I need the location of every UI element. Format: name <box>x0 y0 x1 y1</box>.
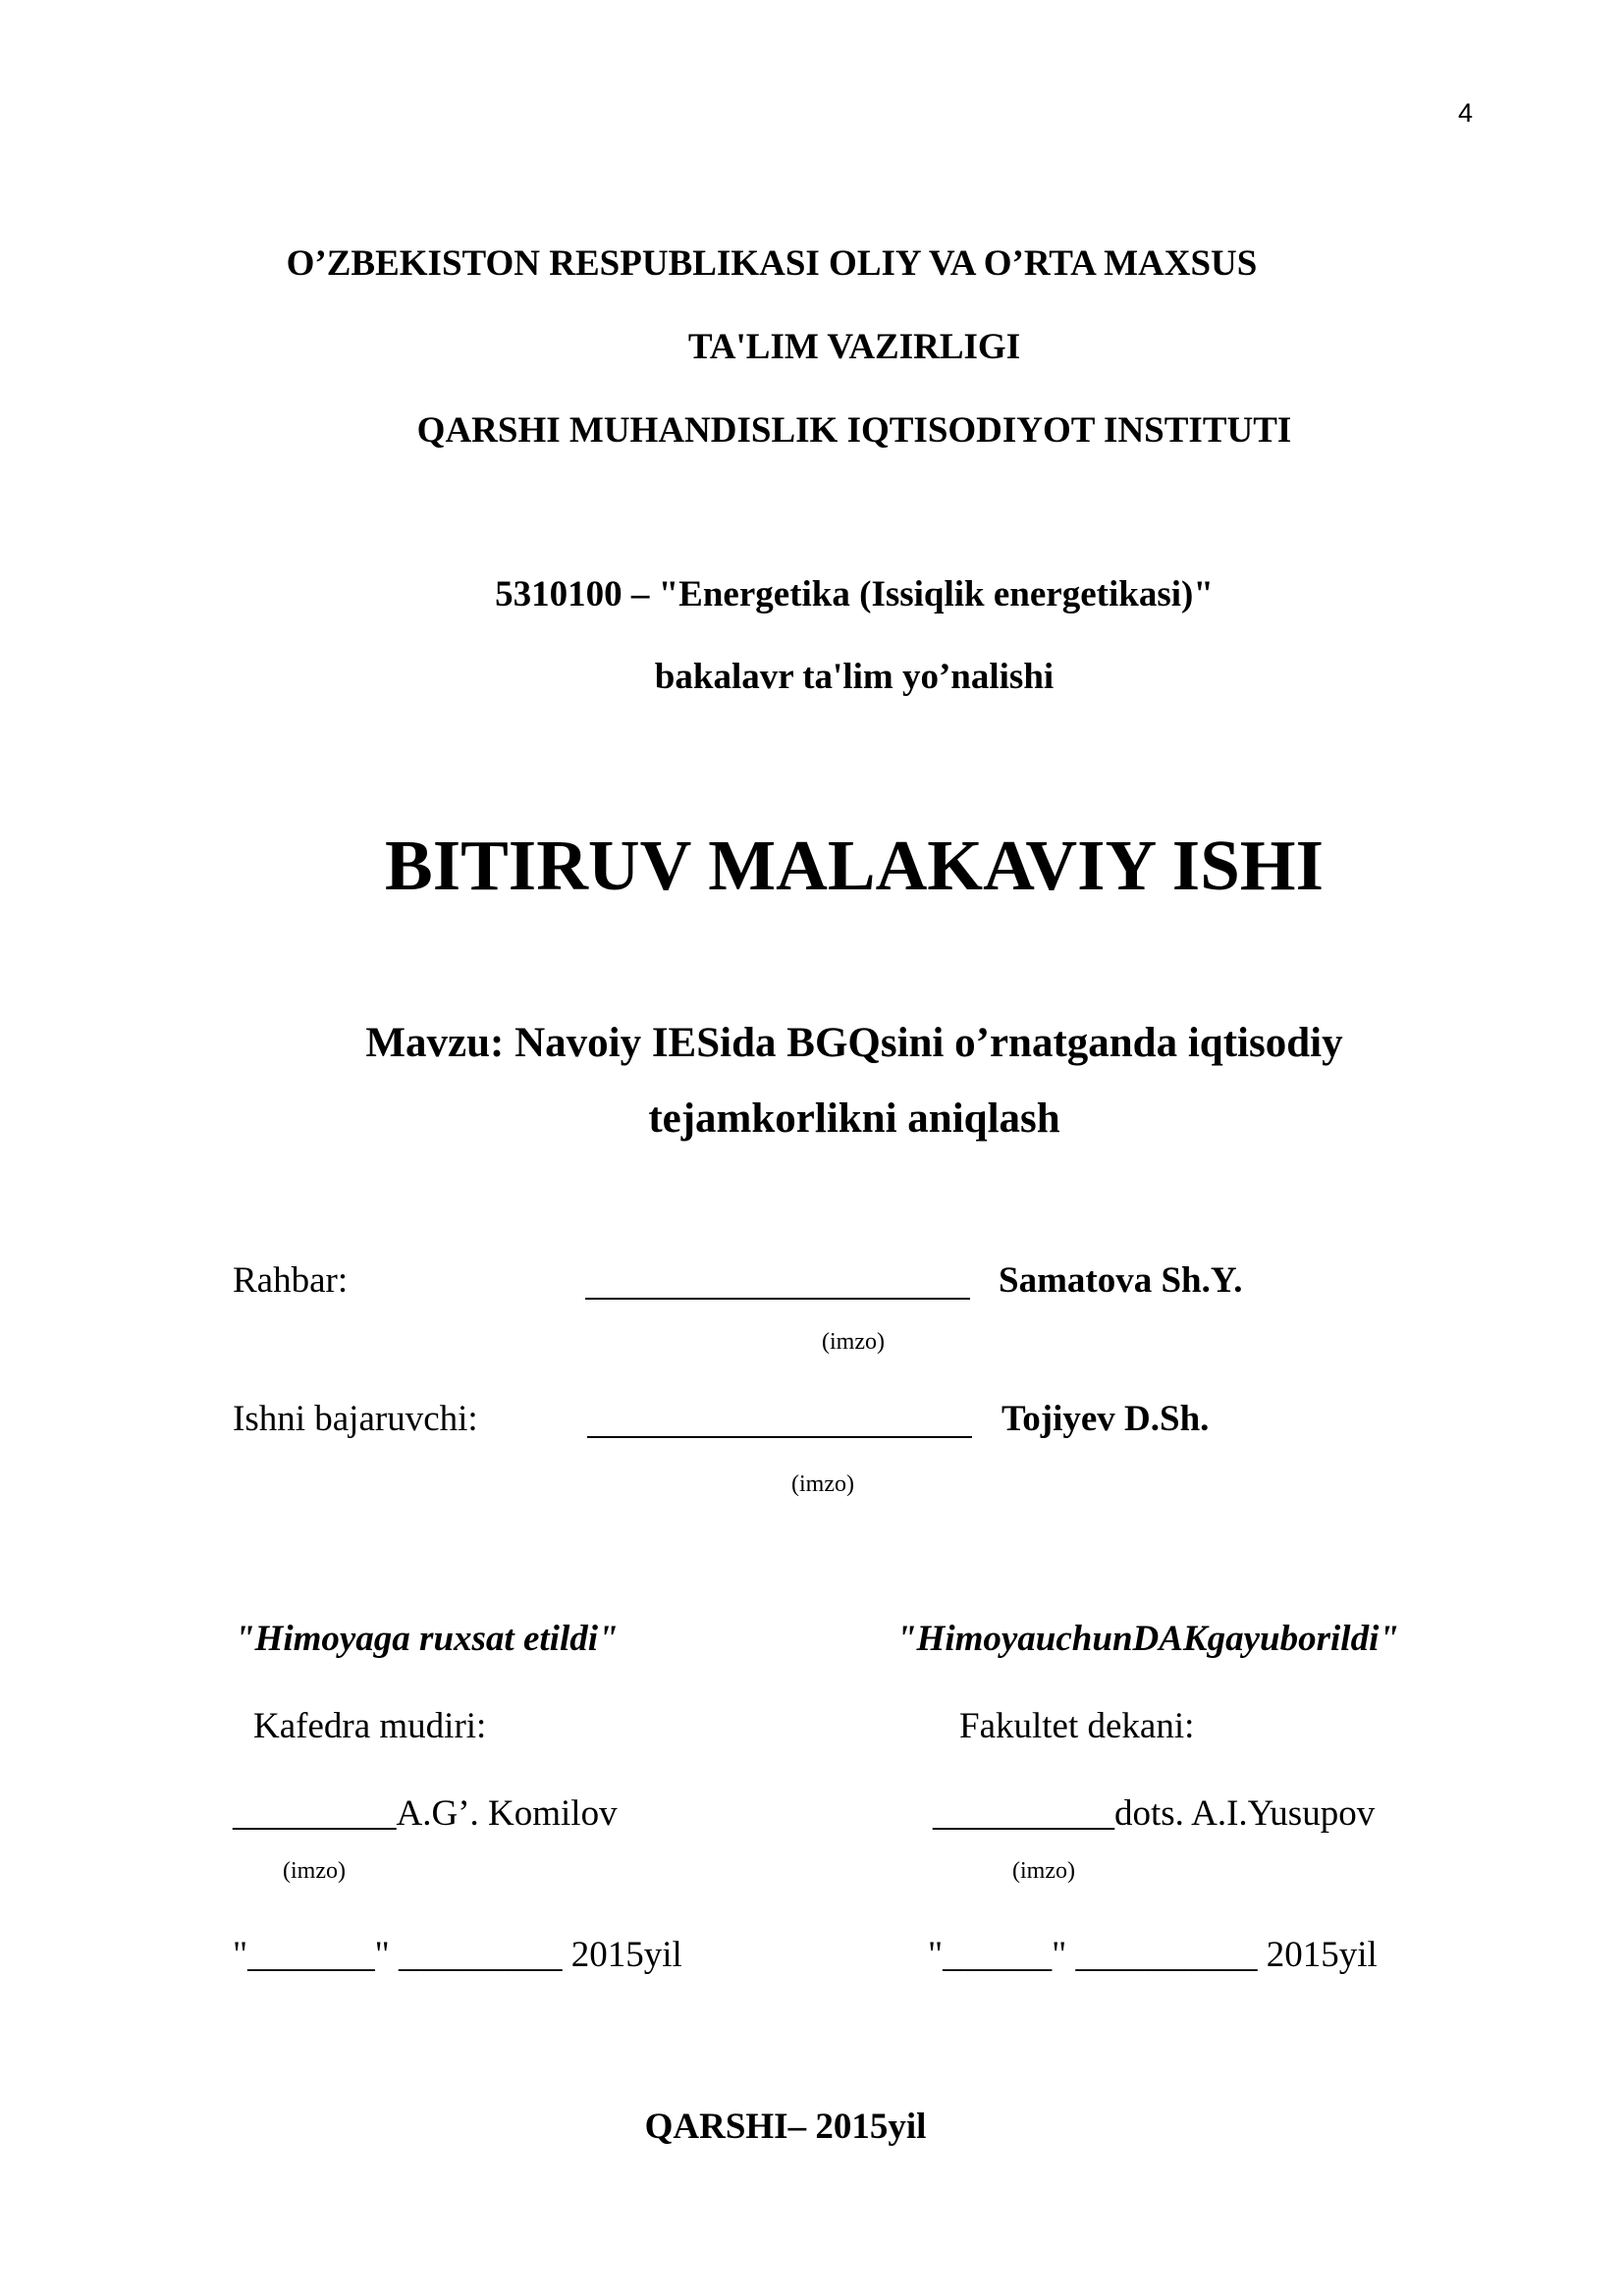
approval-left-signature: _________A.G’. Komilov <box>233 1793 618 1834</box>
approval-right-signature: __________dots. A.I.Yusupov <box>933 1793 1376 1834</box>
approval-right-imzo: (imzo) <box>1012 1858 1075 1884</box>
approval-right-role: Fakultet dekani: <box>959 1706 1195 1746</box>
footer-place-year: QARSHI– 2015yil <box>644 2107 927 2147</box>
approval-left-imzo: (imzo) <box>283 1858 346 1884</box>
approval-left-date: "_______" _________ 2015yil <box>233 1935 682 1975</box>
page-number: 4 <box>1458 98 1474 128</box>
topic-line1: Mavzu: Navoiy IESida BGQsini o’rnatganda iqtisodiy <box>365 1020 1343 1066</box>
student-name: Tojiyev D.Sh. <box>1001 1399 1210 1439</box>
student-signature-line <box>587 1436 972 1438</box>
specialty-code: 5310100 – "Energetika (Issiqlik energetikasi)" <box>495 574 1214 614</box>
supervisor-label: Rahbar: <box>233 1260 349 1301</box>
ministry-heading-line1: O’ZBEKISTON RESPUBLIKASI OLIY VA O’RTA MAXSUS <box>286 243 1258 284</box>
approval-left-role: Kafedra mudiri: <box>253 1706 487 1746</box>
institute-heading: QARSHI MUHANDISLIK IQTISODIYOT INSTITUTI <box>416 410 1292 451</box>
specialty-direction: bakalavr ta'lim yo’nalishi <box>654 657 1055 697</box>
supervisor-signature-line <box>585 1298 970 1300</box>
topic-line2: tejamkorlikni aniqlash <box>648 1095 1060 1142</box>
supervisor-imzo: (imzo) <box>822 1329 885 1355</box>
student-imzo: (imzo) <box>791 1471 854 1497</box>
approval-left-heading: "Himoyaga ruxsat etildi" <box>235 1619 619 1659</box>
supervisor-name: Samatova Sh.Y. <box>999 1260 1243 1301</box>
ministry-heading-line2: TA'LIM VAZIRLIGI <box>687 327 1021 367</box>
approval-right-heading: "HimoyauchunDAKgayuborildi" <box>896 1619 1399 1659</box>
student-label: Ishni bajaruvchi: <box>233 1399 478 1439</box>
document-title: BITIRUV MALAKAVIY ISHI <box>385 826 1324 905</box>
approval-right-date: "______" __________ 2015yil <box>928 1935 1378 1975</box>
